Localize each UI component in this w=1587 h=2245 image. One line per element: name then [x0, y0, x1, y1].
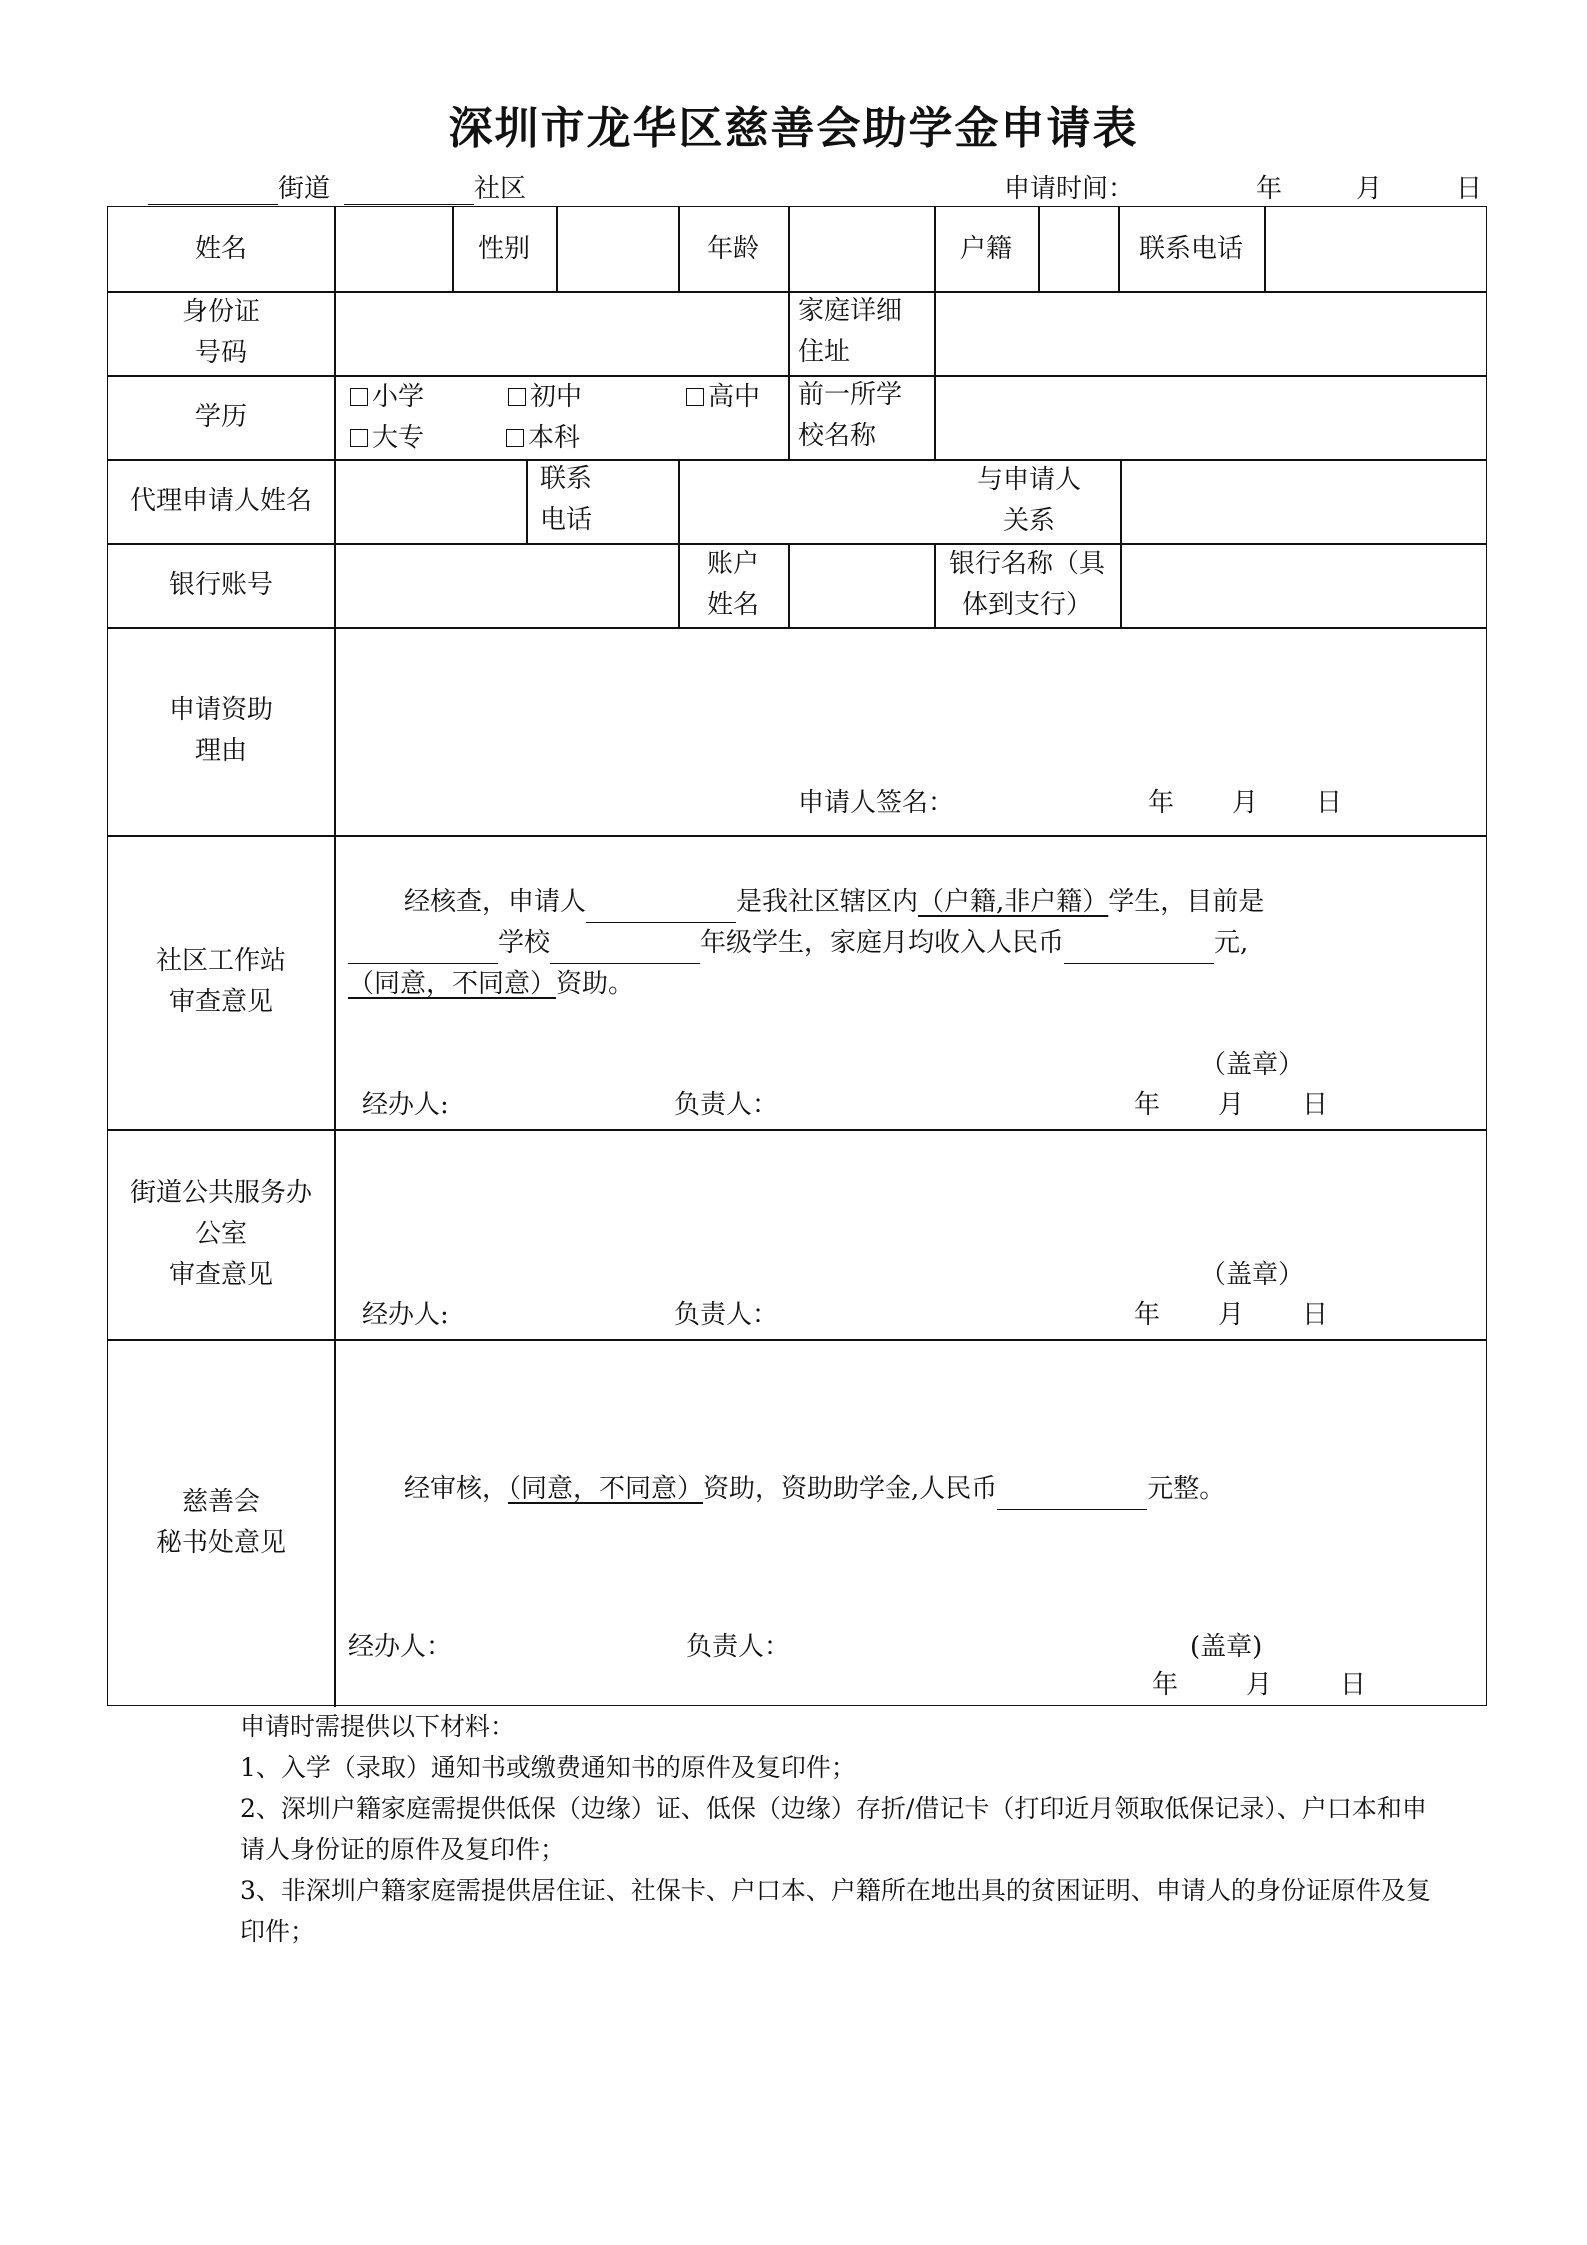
education-option-primary[interactable]	[350, 377, 424, 418]
street-review-label-line2: 公室	[194, 1218, 247, 1249]
community-review-label-line2: 审查意见	[168, 987, 273, 1017]
street-label: 街道	[278, 174, 331, 204]
relation-label	[938, 459, 1120, 543]
notes-item-2-line2: 请人身份证的原件及复印件；	[240, 1835, 566, 1864]
name-label: 姓名	[194, 233, 247, 264]
bank-account-label: 银行账号	[168, 569, 273, 600]
application-form	[107, 206, 1487, 1706]
gender-label: 性别	[477, 233, 530, 264]
previous-school-input[interactable]	[934, 375, 1488, 459]
notes-item-3-line1: 3、非深圳户籍家庭需提供居住证、社保卡、户口本、户籍所在地出具的贫困证明、申请人的身份证原件及复	[240, 1876, 1431, 1905]
account-name-input[interactable]	[788, 543, 934, 627]
community-review-label	[108, 835, 334, 1129]
hukou-label: 户籍	[959, 233, 1012, 264]
agent-name-label: 代理申请人姓名	[129, 485, 312, 516]
education-option-label: 高中	[708, 382, 761, 412]
education-label: 学历	[194, 401, 247, 432]
relation-input[interactable]	[1120, 459, 1488, 543]
applicant-signature-label: 申请人签名：	[798, 788, 955, 818]
col-divider	[526, 459, 528, 543]
previous-school-label-line1: 前一所学	[798, 380, 903, 410]
community-responsible-label: 负责人：	[674, 1090, 779, 1120]
reason-label-line1: 申请资助	[168, 695, 273, 725]
grade-blank[interactable]	[550, 933, 700, 964]
home-address-label	[798, 291, 934, 375]
education-option-junior[interactable]	[508, 377, 582, 418]
charity-review-label-line1: 慈善会	[181, 1487, 260, 1517]
education-option-label: 小学	[372, 382, 425, 412]
checkbox-icon	[506, 429, 524, 447]
community-seal-label: （盖章）	[1200, 1050, 1305, 1080]
account-name-label	[678, 543, 788, 627]
applicant-sign-year: 年	[1148, 788, 1175, 818]
account-name-label-line2: 姓名	[706, 590, 759, 620]
id-number-label	[108, 291, 334, 375]
checkbox-icon	[686, 388, 704, 406]
community-day-label: 日	[1302, 1090, 1329, 1120]
checkbox-icon	[350, 388, 368, 406]
label-column-divider	[334, 207, 336, 1707]
street-review-label-line3: 审查意见	[168, 1259, 273, 1290]
applicant-sign-day: 日	[1316, 788, 1343, 818]
review-text: 学生，目前是	[1108, 887, 1265, 917]
reason-label	[108, 627, 334, 835]
community-month-label: 月	[1218, 1090, 1245, 1120]
education-option-bachelor[interactable]	[506, 418, 580, 459]
review-text: 资助，资助助学金,人民币	[703, 1474, 998, 1504]
age-input[interactable]	[788, 207, 934, 291]
education-option-senior[interactable]	[686, 377, 760, 418]
gender-input[interactable]	[556, 207, 678, 291]
review-text: 年级学生，家庭月均收入人民币	[700, 928, 1065, 958]
grant-amount-blank[interactable]	[997, 1479, 1147, 1510]
street-year-label: 年	[1134, 1300, 1161, 1330]
checkbox-icon	[350, 429, 368, 447]
id-number-label-line2: 号码	[194, 338, 247, 368]
bank-name-label-line1: 银行名称（具	[948, 549, 1105, 579]
bank-name-input[interactable]	[1120, 543, 1488, 627]
agent-phone-input[interactable]	[678, 459, 938, 543]
phone-input[interactable]	[1264, 207, 1488, 291]
home-address-label-line2: 住址	[798, 337, 851, 367]
community-year-label: 年	[1134, 1090, 1161, 1120]
hukou-choice[interactable]: （户籍,非户籍）	[918, 887, 1109, 917]
street-seal-label: （盖章）	[1200, 1260, 1305, 1290]
id-number-label-line1: 身份证	[181, 297, 260, 327]
review-text: 是我社区辖区内	[736, 887, 919, 917]
education-option-label: 初中	[530, 382, 583, 412]
school-blank[interactable]	[348, 933, 498, 964]
community-review-label-line1: 社区工作站	[155, 946, 286, 976]
applicant-sign-month: 月	[1232, 788, 1259, 818]
home-address-input[interactable]	[934, 291, 1488, 375]
apply-year-label: 年	[1256, 174, 1283, 204]
agent-phone-label-line1: 联系	[540, 464, 593, 494]
charity-approval-choice[interactable]: （同意，不同意）	[508, 1474, 704, 1504]
phone-label: 联系电话	[1138, 233, 1243, 264]
reason-label-line2: 理由	[194, 736, 247, 766]
bank-name-label	[934, 543, 1120, 627]
bank-name-label-line2: 体到支行）	[961, 590, 1092, 620]
bank-account-input[interactable]	[334, 543, 678, 627]
charity-year-label: 年	[1152, 1670, 1179, 1700]
page-title: 深圳市龙华区慈善会助学金申请表	[448, 103, 1139, 154]
account-name-label-line1: 账户	[706, 549, 759, 579]
community-review-line3	[348, 964, 634, 1005]
notes-item-1: 1、入学（录取）通知书或缴费通知书的原件及复印件；	[240, 1753, 856, 1782]
charity-review-line	[404, 1469, 1225, 1510]
street-review-label-line1: 街道公共服务办	[129, 1177, 312, 1208]
hukou-input[interactable]	[1038, 207, 1118, 291]
charity-review-label-line2: 秘书处意见	[155, 1528, 286, 1558]
previous-school-label	[798, 375, 934, 459]
street-responsible-label: 负责人：	[674, 1300, 779, 1330]
review-text: 学校	[498, 928, 551, 958]
education-option-label: 大专	[372, 423, 425, 453]
street-field[interactable]	[148, 168, 330, 205]
income-blank[interactable]	[1064, 933, 1214, 964]
col-divider	[788, 291, 790, 459]
review-text: 资助。	[556, 969, 635, 999]
education-option-college[interactable]	[350, 418, 424, 459]
notes-item-2-line1: 2、深圳户籍家庭需提供低保（边缘）证、低保（边缘）存折/借记卡（打印近月领取低保记录）、户口本和申	[240, 1794, 1427, 1823]
relation-label-line1: 与申请人	[976, 465, 1081, 495]
previous-school-label-line2: 校名称	[798, 421, 877, 451]
community-label: 社区	[474, 174, 527, 204]
community-review-line1	[404, 882, 1264, 923]
applicant-name-blank[interactable]	[586, 892, 736, 923]
form-header	[108, 168, 1483, 208]
agent-phone-label	[540, 459, 678, 543]
charity-responsible-label: 负责人：	[686, 1632, 791, 1662]
review-text: 经核查，申请人	[404, 887, 587, 917]
charity-month-label: 月	[1246, 1670, 1273, 1700]
id-number-input[interactable]	[334, 291, 788, 375]
community-review-line2	[348, 923, 1248, 964]
street-review-textarea[interactable]	[334, 1129, 1488, 1249]
relation-label-line2: 关系	[1002, 506, 1055, 536]
review-text: 元整。	[1147, 1474, 1226, 1504]
required-materials-notes	[240, 1706, 1510, 1952]
agent-phone-label-line2: 电话	[540, 505, 593, 535]
charity-seal-label: (盖章)	[1190, 1632, 1263, 1662]
street-day-label: 日	[1302, 1300, 1329, 1330]
apply-day-label: 日	[1456, 174, 1483, 204]
community-handler-label: 经办人:	[362, 1090, 449, 1120]
street-handler-label: 经办人:	[362, 1300, 449, 1330]
agent-name-input[interactable]	[334, 459, 526, 543]
notes-heading: 申请时需提供以下材料：	[240, 1712, 516, 1741]
home-address-label-line1: 家庭详细	[798, 296, 903, 326]
checkbox-icon	[508, 388, 526, 406]
charity-day-label: 日	[1340, 1670, 1367, 1700]
charity-handler-label: 经办人：	[348, 1632, 453, 1662]
street-review-label	[108, 1129, 334, 1339]
street-month-label: 月	[1218, 1300, 1245, 1330]
age-label: 年龄	[706, 233, 759, 264]
apply-time-label: 申请时间：	[1004, 174, 1135, 204]
charity-review-label	[108, 1339, 334, 1707]
education-option-label: 本科	[528, 423, 581, 453]
notes-item-3-line2: 印件；	[240, 1917, 316, 1946]
name-input[interactable]	[334, 207, 452, 291]
reason-textarea[interactable]	[334, 627, 1488, 777]
community-field[interactable]	[344, 168, 526, 205]
approval-choice[interactable]: （同意，不同意）	[348, 969, 557, 999]
review-text: 元,	[1214, 928, 1249, 958]
apply-month-label: 月	[1356, 174, 1383, 204]
review-text: 经审核，	[404, 1474, 509, 1504]
